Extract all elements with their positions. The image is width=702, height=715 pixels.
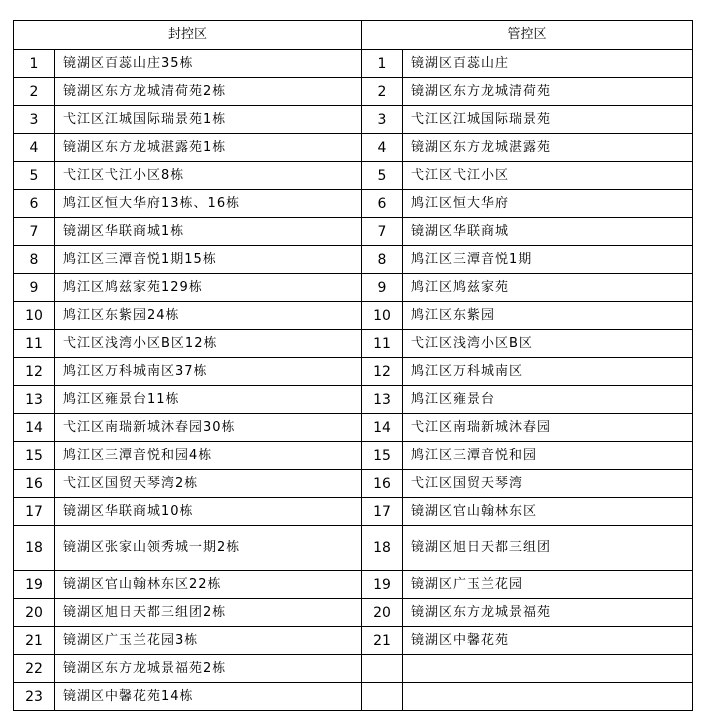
sealed-place: 弋江区浅湾小区B区12栋 xyxy=(55,330,362,358)
sealed-place: 镜湖区东方龙城湛露苑1栋 xyxy=(55,134,362,162)
controlled-place: 镜湖区中馨花苑 xyxy=(403,627,693,655)
table-row xyxy=(14,599,693,627)
sealed-index: 12 xyxy=(14,358,55,386)
table-row xyxy=(14,246,693,274)
controlled-index: 15 xyxy=(362,442,403,470)
table-row xyxy=(14,78,693,106)
sealed-place: 弋江区江城国际瑞景苑1栋 xyxy=(55,106,362,134)
controlled-index: 14 xyxy=(362,414,403,442)
sealed-index: 1 xyxy=(14,50,55,78)
sealed-place: 镜湖区东方龙城清荷苑2栋 xyxy=(55,78,362,106)
controlled-index: 6 xyxy=(362,190,403,218)
controlled-index: 16 xyxy=(362,470,403,498)
controlled-place: 镜湖区旭日天都三组团 xyxy=(403,526,693,571)
controlled-place: 镜湖区官山翰林东区 xyxy=(403,498,693,526)
sealed-index: 8 xyxy=(14,246,55,274)
controlled-index: 21 xyxy=(362,627,403,655)
controlled-place: 鸠江区雍景台 xyxy=(403,386,693,414)
table-row xyxy=(14,442,693,470)
sealed-index: 9 xyxy=(14,274,55,302)
controlled-index: 11 xyxy=(362,330,403,358)
sealed-index: 18 xyxy=(14,526,55,571)
controlled-place xyxy=(403,683,693,711)
table-row xyxy=(14,106,693,134)
controlled-index: 2 xyxy=(362,78,403,106)
sealed-place: 鸠江区恒大华府13栋、16栋 xyxy=(55,190,362,218)
sealed-place: 鸠江区三潭音悦1期15栋 xyxy=(55,246,362,274)
sealed-place: 鸠江区万科城南区37栋 xyxy=(55,358,362,386)
controlled-place: 镜湖区东方龙城景福苑 xyxy=(403,599,693,627)
sealed-place: 镜湖区华联商城1栋 xyxy=(55,218,362,246)
controlled-index: 17 xyxy=(362,498,403,526)
sealed-index: 6 xyxy=(14,190,55,218)
sealed-place: 弋江区国贸天琴湾2栋 xyxy=(55,470,362,498)
sealed-index: 23 xyxy=(14,683,55,711)
controlled-index: 5 xyxy=(362,162,403,190)
sealed-index: 19 xyxy=(14,571,55,599)
sealed-place: 镜湖区华联商城10栋 xyxy=(55,498,362,526)
table-row xyxy=(14,218,693,246)
controlled-zone-header: 管控区 xyxy=(362,21,693,50)
table-row xyxy=(14,470,693,498)
sealed-index: 14 xyxy=(14,414,55,442)
controlled-place: 弋江区南瑞新城沐春园 xyxy=(403,414,693,442)
sealed-index: 11 xyxy=(14,330,55,358)
controlled-place: 弋江区江城国际瑞景苑 xyxy=(403,106,693,134)
controlled-index: 4 xyxy=(362,134,403,162)
sealed-index: 20 xyxy=(14,599,55,627)
sealed-index: 17 xyxy=(14,498,55,526)
controlled-index: 7 xyxy=(362,218,403,246)
sealed-index: 16 xyxy=(14,470,55,498)
sealed-index: 4 xyxy=(14,134,55,162)
controlled-place: 弋江区浅湾小区B区 xyxy=(403,330,693,358)
controlled-index: 8 xyxy=(362,246,403,274)
sealed-index: 7 xyxy=(14,218,55,246)
controlled-place: 镜湖区百蕊山庄 xyxy=(403,50,693,78)
sealed-index: 22 xyxy=(14,655,55,683)
table-row xyxy=(14,190,693,218)
table-row xyxy=(14,655,693,683)
controlled-index xyxy=(362,655,403,683)
controlled-index: 13 xyxy=(362,386,403,414)
controlled-place: 镜湖区东方龙城清荷苑 xyxy=(403,78,693,106)
sealed-place: 鸠江区鸠兹家苑129栋 xyxy=(55,274,362,302)
controlled-place xyxy=(403,655,693,683)
sealed-index: 3 xyxy=(14,106,55,134)
sealed-place: 镜湖区中馨花苑14栋 xyxy=(55,683,362,711)
sealed-place: 鸠江区三潭音悦和园4栋 xyxy=(55,442,362,470)
sealed-place: 镜湖区官山翰林东区22栋 xyxy=(55,571,362,599)
sealed-index: 2 xyxy=(14,78,55,106)
controlled-index: 20 xyxy=(362,599,403,627)
table-row xyxy=(14,627,693,655)
table-row xyxy=(14,50,693,78)
table-body xyxy=(14,50,693,711)
controlled-index: 10 xyxy=(362,302,403,330)
sealed-place: 弋江区南瑞新城沐春园30栋 xyxy=(55,414,362,442)
controlled-index: 3 xyxy=(362,106,403,134)
controlled-place: 鸠江区万科城南区 xyxy=(403,358,693,386)
table-row xyxy=(14,358,693,386)
sealed-index: 21 xyxy=(14,627,55,655)
sealed-index: 15 xyxy=(14,442,55,470)
controlled-place: 鸠江区东紫园 xyxy=(403,302,693,330)
controlled-index xyxy=(362,683,403,711)
table-row xyxy=(14,414,693,442)
table-row xyxy=(14,498,693,526)
controlled-index: 9 xyxy=(362,274,403,302)
header-row xyxy=(14,21,693,50)
sealed-place: 镜湖区广玉兰花园3栋 xyxy=(55,627,362,655)
table-row xyxy=(14,162,693,190)
controlled-place: 鸠江区鸠兹家苑 xyxy=(403,274,693,302)
sealed-place: 镜湖区张家山领秀城一期2栋 xyxy=(55,526,362,571)
controlled-place: 弋江区弋江小区 xyxy=(403,162,693,190)
controlled-place: 镜湖区东方龙城湛露苑 xyxy=(403,134,693,162)
controlled-place: 镜湖区广玉兰花园 xyxy=(403,571,693,599)
controlled-index: 18 xyxy=(362,526,403,571)
table-row xyxy=(14,302,693,330)
sealed-index: 5 xyxy=(14,162,55,190)
controlled-place: 鸠江区三潭音悦1期 xyxy=(403,246,693,274)
sealed-zone-header: 封控区 xyxy=(14,21,362,50)
sealed-place: 鸠江区东紫园24栋 xyxy=(55,302,362,330)
sealed-index: 13 xyxy=(14,386,55,414)
controlled-place: 鸠江区三潭音悦和园 xyxy=(403,442,693,470)
table-row xyxy=(14,330,693,358)
table-row xyxy=(14,683,693,711)
sealed-place: 镜湖区百蕊山庄35栋 xyxy=(55,50,362,78)
sealed-place: 弋江区弋江小区8栋 xyxy=(55,162,362,190)
sealed-index: 10 xyxy=(14,302,55,330)
controlled-place: 镜湖区华联商城 xyxy=(403,218,693,246)
controlled-place: 鸠江区恒大华府 xyxy=(403,190,693,218)
controlled-index: 12 xyxy=(362,358,403,386)
table-row xyxy=(14,274,693,302)
sealed-place: 鸠江区雍景台11栋 xyxy=(55,386,362,414)
controlled-place: 弋江区国贸天琴湾 xyxy=(403,470,693,498)
table-row xyxy=(14,134,693,162)
sealed-place: 镜湖区东方龙城景福苑2栋 xyxy=(55,655,362,683)
sealed-place: 镜湖区旭日天都三组团2栋 xyxy=(55,599,362,627)
table-row xyxy=(14,571,693,599)
controlled-index: 19 xyxy=(362,571,403,599)
controlled-index: 1 xyxy=(362,50,403,78)
zone-table xyxy=(13,20,693,711)
table-row xyxy=(14,526,693,571)
table-row xyxy=(14,386,693,414)
